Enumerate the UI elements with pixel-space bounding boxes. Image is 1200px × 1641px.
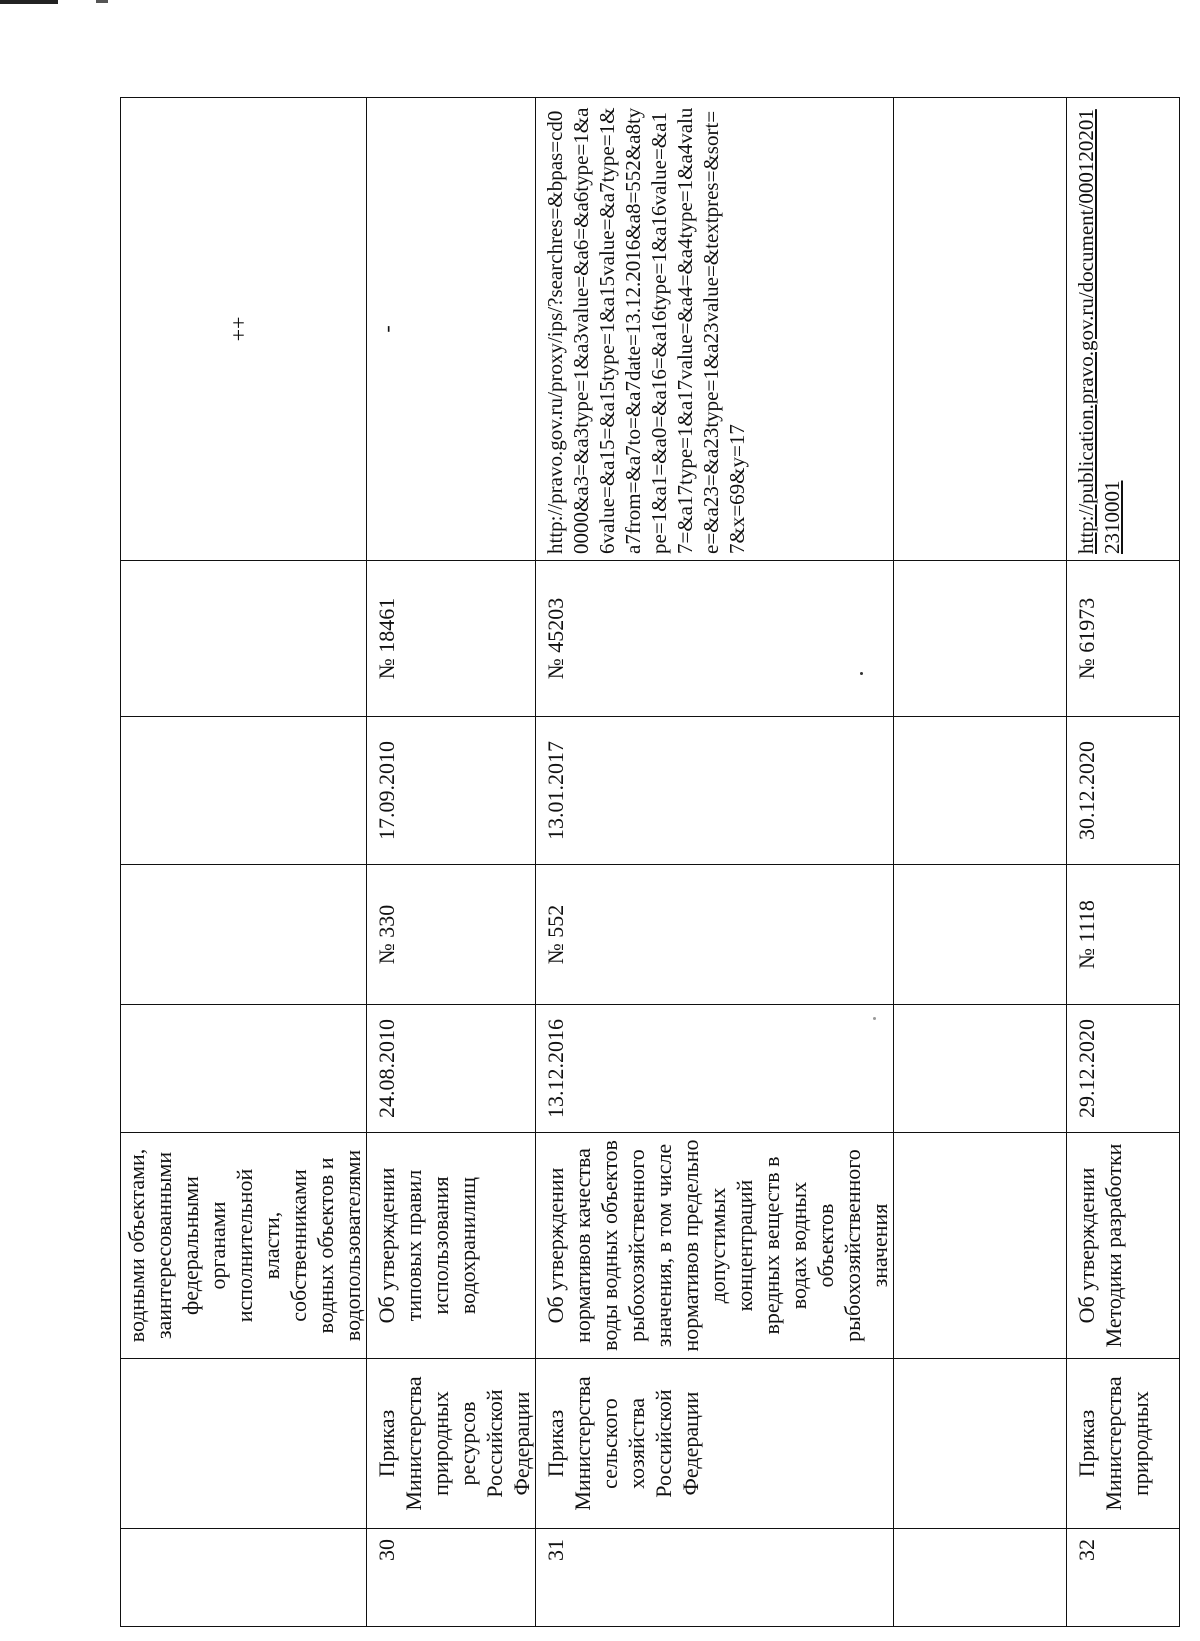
doc-date: 24.08.2010 — [367, 1005, 536, 1133]
table-row — [121, 98, 367, 1627]
doc-number — [121, 865, 367, 1005]
row-number: 30 — [367, 1529, 536, 1627]
doc-type: Приказ Министерства сельского хозяйства Российской Федерации — [536, 1359, 894, 1529]
registration-date: 30.12.2020 — [1067, 717, 1180, 865]
row-number — [121, 1529, 367, 1627]
row-number: 32 — [1067, 1529, 1180, 1627]
doc-date: 29.12.2020 — [1067, 1005, 1180, 1133]
doc-number: № 330 — [367, 865, 536, 1005]
rotated-table-page — [120, 98, 1153, 1627]
doc-type: Приказ Министерства природных — [1067, 1359, 1180, 1529]
link-url[interactable]: http://pravo.gov.ru/proxy/ips/?searchres=&bpas=cd00000&a3=&a3type=1&a3value=&a6=&a6type=1&a6value=&a15=&a15type=1&a15value=&a7type=1&a7from=&a7to=&a7date=13.12.2016&a8=552&a8type=1&a1=&a0=&a16=&a16type=1&a16value=&a17=&a17type=1&a17value=&a4=&a4type=1&a4value=&a23=&a23type=1&a23value=&textpres=&sort=7&x=69&y=17 — [543, 107, 749, 554]
doc-title: Об утверждении нормативов качества воды водных объектов рыбохозяйственного значения, в том числе нормативов предельно допустимых концентраций вредных веществ в водах водных объектов рыбохозяйственного значения — [536, 1133, 894, 1359]
table-row — [1067, 98, 1180, 1627]
scan-artifact-bar — [0, 0, 58, 4]
doc-type — [121, 1359, 367, 1529]
doc-title: Об утверждении Методики разработки — [1067, 1133, 1180, 1359]
doc-title: водными объектами, заинтересованными федеральными органами исполнительной власти, собственниками водных объектов и водопользователями — [121, 1133, 367, 1359]
row-number — [894, 1529, 1067, 1627]
doc-link — [367, 98, 536, 561]
doc-type — [894, 1359, 1067, 1529]
doc-title — [894, 1133, 1067, 1359]
row-number: 31 — [536, 1529, 894, 1627]
regulations-table — [120, 97, 1180, 1627]
doc-title: Об утверждении типовых правил использования водохранилищ — [367, 1133, 536, 1359]
link-text: ++ — [226, 316, 251, 342]
doc-number: № 552 — [536, 865, 894, 1005]
registration-date — [121, 717, 367, 865]
doc-type: Приказ Министерства природных ресурсов Российской Федерации — [367, 1359, 536, 1529]
table-row — [894, 98, 1067, 1627]
table-row — [367, 98, 536, 1627]
doc-date: 13.12.2016 — [536, 1005, 894, 1133]
doc-number: № 1118 — [1067, 865, 1180, 1005]
registration-number: № 61973 — [1067, 561, 1180, 717]
doc-number — [894, 865, 1067, 1005]
registration-date — [894, 717, 1067, 865]
link-text: - — [374, 325, 399, 333]
registration-date: 17.09.2010 — [367, 717, 536, 865]
scan-artifact-tick — [96, 0, 108, 3]
registration-number: № 18461 — [367, 561, 536, 717]
registration-date: 13.01.2017 — [536, 717, 894, 865]
doc-link — [894, 98, 1067, 561]
doc-link[interactable] — [536, 98, 894, 561]
doc-link[interactable] — [1067, 98, 1180, 561]
registration-number: № 45203 — [536, 561, 894, 717]
link-url[interactable]: http://publication.pravo.gov.ru/document/0001202012310001 — [1074, 109, 1124, 554]
doc-date — [894, 1005, 1067, 1133]
table-row — [536, 98, 894, 1627]
doc-date — [121, 1005, 367, 1133]
doc-link — [121, 98, 367, 561]
registration-number — [121, 561, 367, 717]
registration-number — [894, 561, 1067, 717]
